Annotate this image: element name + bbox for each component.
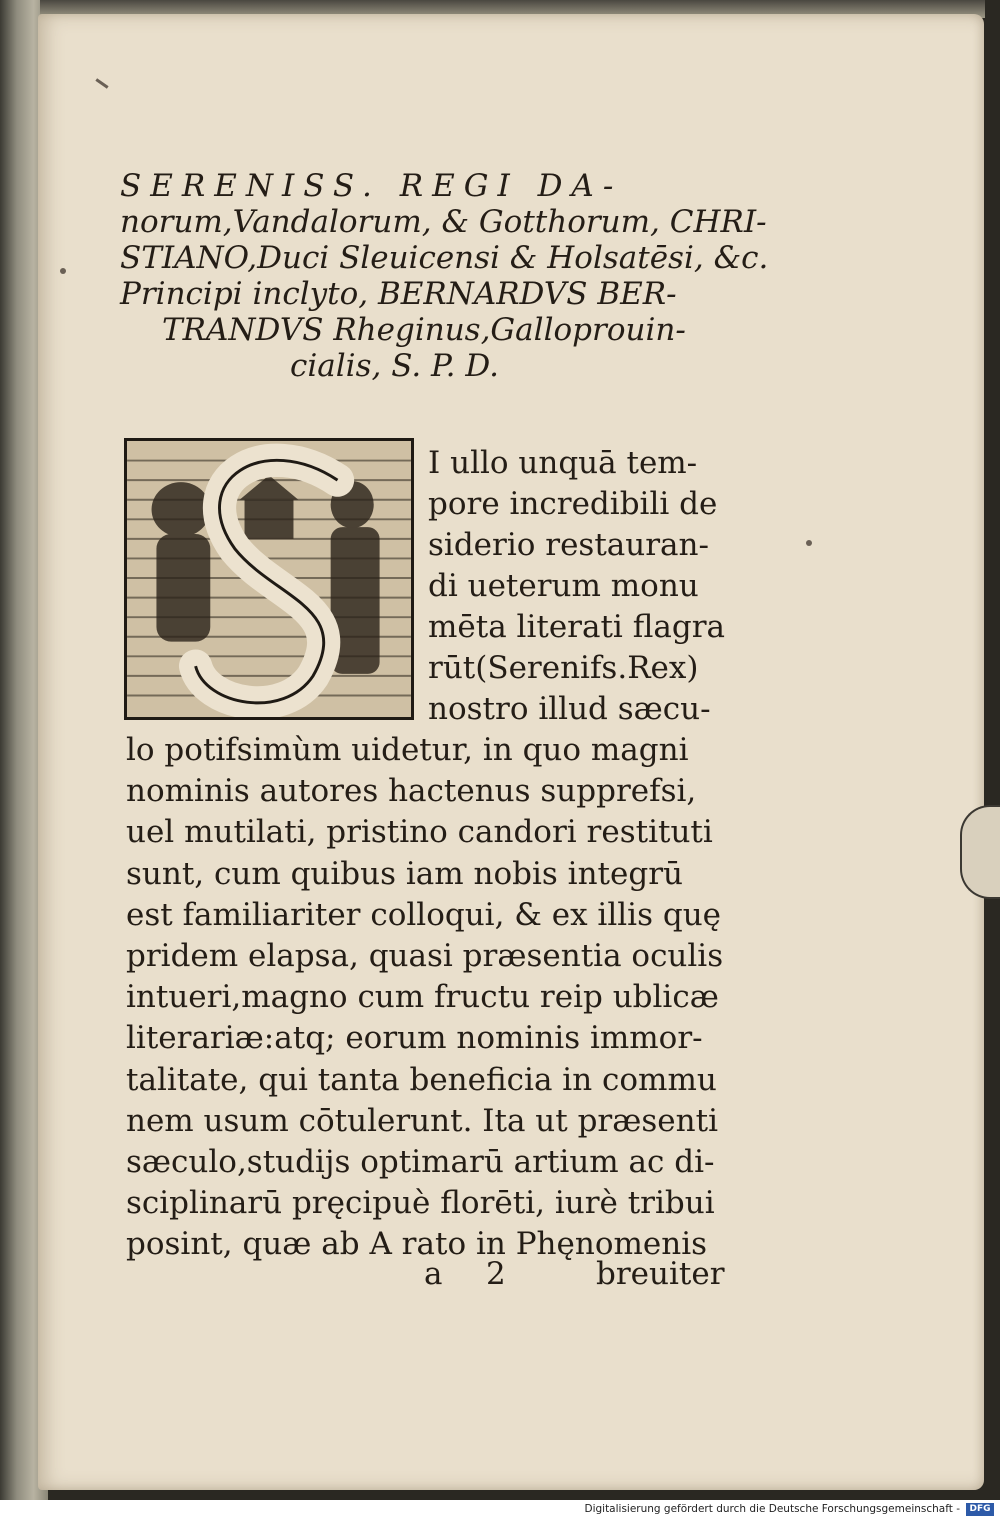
- text-line: nem usum cōtulerunt. Ita ut præsenti: [126, 1102, 718, 1139]
- heading-line: Principi inclyto, BERNARDVS BER-: [120, 276, 677, 312]
- text-line: mēta literati flagra: [428, 609, 725, 645]
- text-line: est familiariter colloqui, & ex illis quę: [126, 896, 722, 933]
- heading-line: STIANO,Duci Sleuicensi & Holsatēsi, &c.: [120, 240, 769, 276]
- dedication-heading: [120, 168, 769, 384]
- text-line: I ullo unquā tem-: [428, 445, 698, 481]
- text-line: sciplinarū pręcipuè florēti, iurè tribui: [126, 1185, 715, 1222]
- text-line: posint, quæ ab A rato in Phęnomenis: [126, 1226, 708, 1263]
- text-line: uel mutilati, pristino candori restituti: [126, 814, 713, 851]
- text-beside-initial: [428, 443, 728, 730]
- heading-line: TRANDVS Rheginus,Galloprouin-: [162, 312, 686, 348]
- text-line: sæculo,studijs optimarū artium ac di-: [126, 1144, 715, 1181]
- text-line: siderio restauran-: [428, 527, 709, 563]
- text-line: intueri,magno cum fructu reip ublicæ: [126, 979, 719, 1016]
- dfg-logo: DFG: [966, 1503, 994, 1516]
- page-tab-marker: [960, 805, 1000, 899]
- signature-number: 2: [486, 1256, 506, 1292]
- digitization-footer: [0, 1500, 1000, 1520]
- heading-line: SERENISS. REGI DA-: [120, 168, 623, 204]
- text-line: di ueterum monu: [428, 568, 699, 604]
- heading-line: norum,Vandalorum, & Gotthorum, CHRI-: [120, 204, 767, 240]
- text-line: pridem elapsa, quasi præsentia oculis: [126, 938, 724, 975]
- text-line: nominis autores hactenus supprefsi,: [126, 773, 697, 810]
- text-line: lo potifsimùm uidetur, in quo magni: [126, 732, 689, 768]
- text-line: sunt, cum quibus iam nobis integrū: [126, 855, 683, 892]
- footer-credit: Digitalisierung gefördert durch die Deutsche Forschungsgemeinschaft -: [584, 1503, 960, 1515]
- text-line: nostro illud sæcu-: [428, 691, 711, 727]
- body-text: [126, 730, 730, 1266]
- woodcut-initial-s: [124, 438, 414, 720]
- text-line: literariæ:atq; eorum nominis immor-: [126, 1020, 703, 1057]
- signature-mark: a: [424, 1256, 443, 1292]
- catchword: breuiter: [596, 1256, 725, 1292]
- text-line: rūt(Serenifs.Rex): [428, 650, 699, 686]
- woodcut-illustration: [127, 441, 411, 717]
- text-line: pore incredibili de: [428, 486, 718, 522]
- heading-line: cialis, S. P. D.: [290, 348, 499, 384]
- paper-blemish: [806, 540, 812, 546]
- text-line: talitate, qui tanta beneficia in commu: [126, 1061, 717, 1098]
- paper-blemish: [60, 268, 66, 274]
